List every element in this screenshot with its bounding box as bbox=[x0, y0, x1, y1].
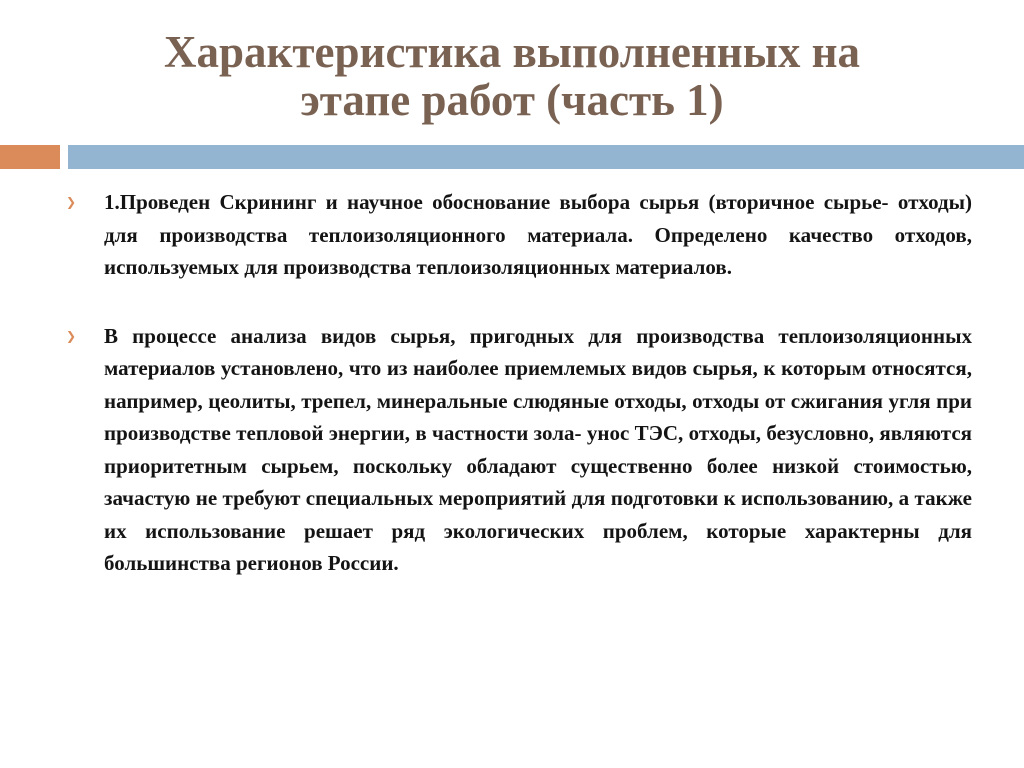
slide-title-line-2: этапе работ (часть 1) bbox=[300, 75, 724, 125]
bullet-list bbox=[64, 186, 972, 580]
chevron-right-icon: ❯ bbox=[66, 328, 77, 343]
chevron-right-icon: ❯ bbox=[66, 195, 77, 209]
accent-bar-blue bbox=[68, 145, 1024, 169]
slide-title bbox=[40, 28, 984, 124]
bullet-item-1 bbox=[64, 186, 972, 284]
accent-bar-orange bbox=[0, 145, 60, 169]
bullet-text-2: В процессе анализа видов сырья, пригодных для производства теплоизоляционных материалов установлено, что из наиболее приемлемых видов сырья, к которым относятся, например, цеолиты, трепел, минеральные слюдяные отходы, отходы от сжигания угля при производстве тепловой энергии, в частности зола- унос ТЭС, отходы, безусловно, являются приоритетным сырьем, поскольку обладают существенно более низкой стоимостью, зачастую не требуют специальных мероприятий для подготовки к использованию, а также их использование решает ряд экологических проблем, которые характерны для большинства регионов России. bbox=[104, 323, 972, 575]
bullet-text-1: 1.Проведен Скрининг и научное обоснование выбора сырья (вторичное сырье- отходы) для производства теплоизоляционного материала. Определено качество отходов, используемых для производства теплоизоляционных материалов. bbox=[104, 190, 972, 279]
bullet-item-2 bbox=[64, 320, 972, 580]
slide-title-line-1: Характеристика выполненных на bbox=[163, 27, 861, 77]
